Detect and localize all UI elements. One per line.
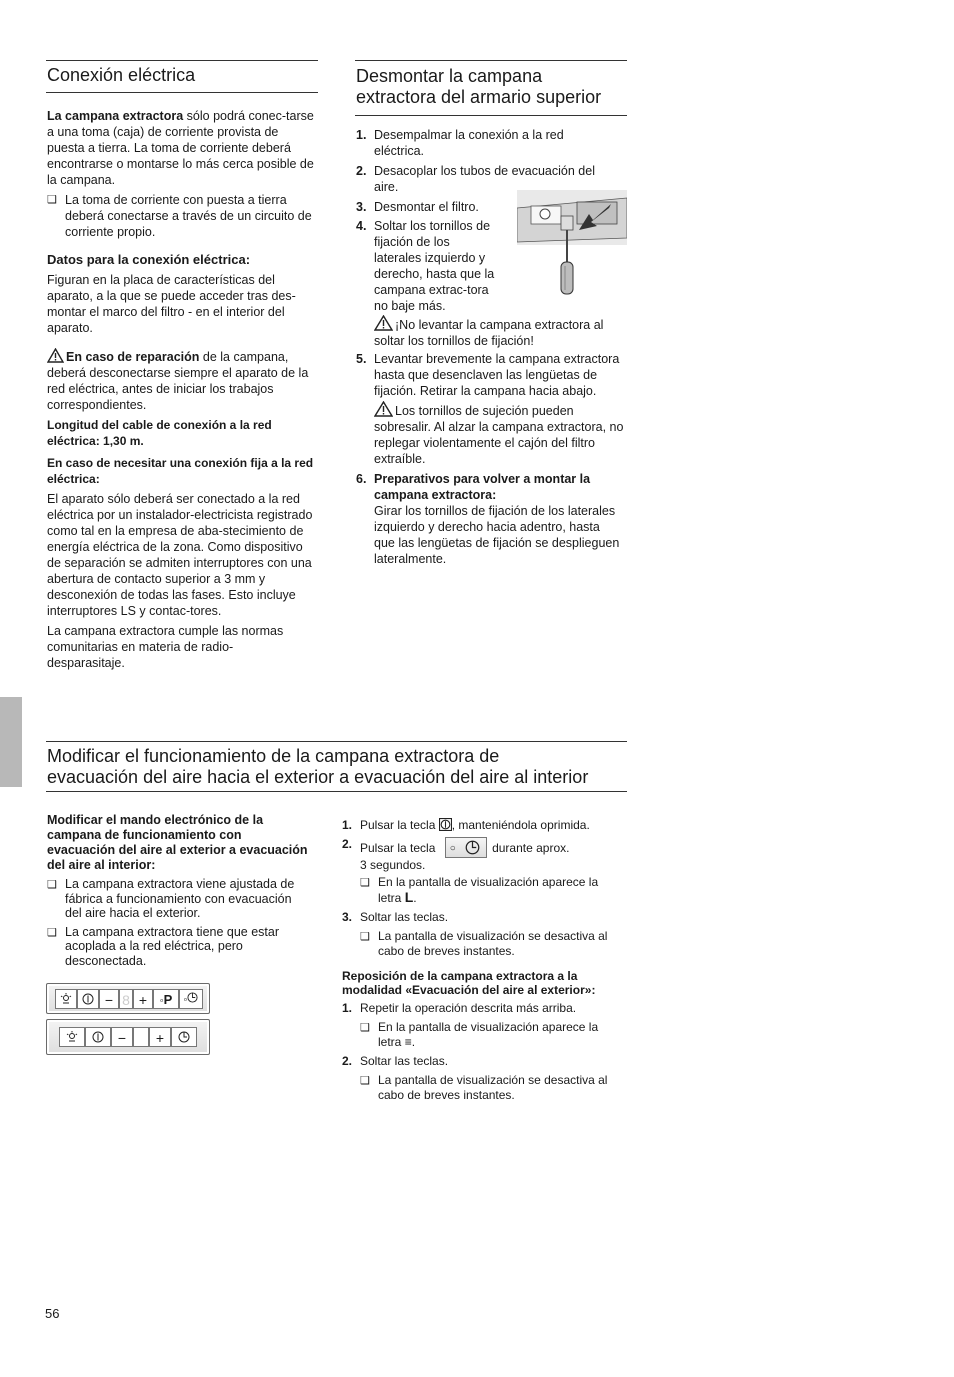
warning-icon <box>374 401 393 417</box>
light-icon <box>60 993 72 1005</box>
level-display: 8 <box>119 989 133 1009</box>
section-title-conexion: Conexión eléctrica <box>47 65 196 85</box>
plus-button[interactable]: + <box>133 989 153 1009</box>
side-tab <box>0 697 22 787</box>
cable-length: Longitud del cable de conexión a la red eléctrica: 1,30 m. <box>47 418 272 448</box>
fixed-connection-text: El aparato sólo deberá ser conectado a la red eléctrica por un instalador-electricista registrado como tal en la empresa de aba-stecimiento de energía eléctrica de la zona. Como dispositivo de separación se admiten interruptores con una abertura de contacto superior a 3 mm y desconexión de todas las fases. Esto incluye interruptores LS y contac-tores. <box>47 492 313 618</box>
warning-icon <box>374 315 393 331</box>
light-icon <box>66 1031 78 1043</box>
repair-paragraph: En caso de reparación de la campana, deberá desconectarse siempre el aparato de la red eléctrica, antes de iniciar los trabajos correspondientes. <box>47 350 309 412</box>
section-title-desmontar: Desmontar la campana extractora del armario superior <box>356 66 602 107</box>
list-item: ❑ La toma de corriente con puesta a tierra deberá conectarse a través de un circuito de corriente propio. <box>47 193 312 239</box>
list-item: 1. Desempalmar la conexión a la red eléctrica. <box>356 128 564 158</box>
checkbox-icon: ❑ <box>360 877 370 889</box>
list-item: 2. Soltar las teclas. <box>342 1054 449 1068</box>
divider <box>46 60 318 61</box>
power-icon <box>82 993 94 1005</box>
list-item: ❑ En la pantalla de visualización aparece la letra ≡. <box>360 1020 599 1049</box>
checkbox-icon: ❑ <box>47 194 57 206</box>
section2-left <box>47 813 309 968</box>
level-display <box>133 1027 149 1047</box>
list-item: ❑ En la pantalla de visualización aparece la letra L. <box>360 875 599 905</box>
left-column <box>47 108 317 671</box>
list-item: 2. Pulsar la tecla ○ durante aprox. 3 segundos. <box>342 837 570 872</box>
fixed-connection-heading: En caso de necesitar una conexión fija a la red eléctrica: <box>47 456 314 486</box>
checkbox-icon: ❑ <box>47 926 57 939</box>
hood-screw-illustration <box>517 190 627 300</box>
list-item: ❑ La pantalla de visualización se desactiva al cabo de breves instantes. <box>360 929 608 958</box>
right-steps-continued <box>356 351 628 567</box>
list-item: ❑ La campana extractora viene ajustada de fábrica a funcionamiento con evacuación del aire hacia el exterior. <box>47 877 295 920</box>
list-item: 1. Pulsar la tecla , manteniéndola oprimida. <box>342 818 590 832</box>
warning-icon <box>47 348 64 363</box>
timer-key-icon: ○ <box>445 837 487 858</box>
checkbox-icon: ❑ <box>360 1075 370 1087</box>
reset-heading: Reposición de la campana extractora a la modalidad «Evacuación del aire al exterior»: <box>342 969 596 997</box>
data-heading: Datos para la conexión eléctrica: <box>47 252 251 267</box>
page-number: 56 <box>45 1306 60 1321</box>
minus-button[interactable]: − <box>99 989 119 1009</box>
list-item: ❑ La pantalla de visualización se desactiva al cabo de breves instantes. <box>360 1073 608 1102</box>
checkbox-icon: ❑ <box>47 879 57 891</box>
timer-icon <box>187 992 198 1003</box>
divider <box>46 741 627 742</box>
intro-paragraph: La campana extractora sólo podrá conec-tarse a una toma (caja) de corriente provista de puesta a tierra. La toma de corriente deberá encontrarse o montarse lo más cerca posible de la campana. <box>47 109 314 187</box>
minus-button[interactable]: − <box>111 1027 133 1047</box>
control-panel-full <box>46 983 210 1014</box>
divider <box>355 115 627 116</box>
control-panel-simple <box>46 1019 210 1055</box>
list-item: 5. Levantar brevemente la campana extractora hasta que desenclaven las lengüetas de fijación. Retirar la campana hacia abajo. <box>356 352 620 398</box>
divider <box>46 92 318 93</box>
norms-text: La campana extractora cumple las normas comunitarias en materia de radio-desparasitaje. <box>47 624 284 670</box>
mode-heading: Modificar el mando electrónico de la campana de funcionamiento con evacuación del aire al exterior a evacuación del aire al interior: <box>47 813 308 872</box>
list-item: 3. Soltar las teclas. <box>342 910 449 924</box>
divider <box>355 60 627 61</box>
power-button[interactable] <box>85 1027 111 1047</box>
power-icon <box>92 1031 104 1043</box>
list-item: ❑ La campana extractora tiene que estar acoplada a la red eléctrica, pero desconectada. <box>47 924 280 968</box>
section-title-modificar: Modificar el funcionamiento de la campana extractora de evacuación del aire hacia el exterior a evacuación del aire al interior <box>47 746 589 787</box>
plus-button[interactable]: + <box>149 1027 171 1047</box>
list-item: 4. Soltar los tornillos de fijación de los laterales izquierdo y derecho, hasta que la campana extrac-tora no baje más. <box>356 219 495 313</box>
divider <box>46 791 627 792</box>
power-button[interactable] <box>77 989 99 1009</box>
checkbox-icon: ❑ <box>360 931 370 943</box>
warning-4: ¡No levantar la campana extractora al soltar los tornillos de fijación! <box>374 315 626 349</box>
intensive-button[interactable]: ◦P <box>153 989 179 1009</box>
data-text: Figuran en la placa de características del aparato, a la que se puede acceder tras des-montar el marco del filtro - en el interior del aparato. <box>47 273 296 335</box>
list-item: 3. Desmontar el filtro. <box>356 200 479 214</box>
timer-icon <box>178 1031 190 1043</box>
power-icon <box>439 818 452 831</box>
checkbox-icon: ❑ <box>360 1022 370 1034</box>
timer-button[interactable]: ◦ <box>179 989 203 1009</box>
light-button[interactable] <box>59 1027 85 1047</box>
timer-button[interactable] <box>171 1027 197 1047</box>
list-item: 2. Desacoplar los tubos de evacuación del aire. <box>356 164 595 194</box>
light-button[interactable] <box>55 989 77 1009</box>
section2-right <box>342 818 610 1103</box>
list-item: 6. Preparativos para volver a montar la campana extractora: Girar los tornillos de fijación de los laterales izquierdo y derecho hacia adentro, hasta que las lengüetas de fijación se desplieguen lateralmente. <box>356 472 620 566</box>
list-item: 1. Repetir la operación descrita más arriba. <box>342 1001 577 1015</box>
warning-5: Los tornillos de sujeción pueden sobresalir. Al alzar la campana extractora, no replegar violentamente el cajón del filtro extraíble. <box>374 401 626 467</box>
